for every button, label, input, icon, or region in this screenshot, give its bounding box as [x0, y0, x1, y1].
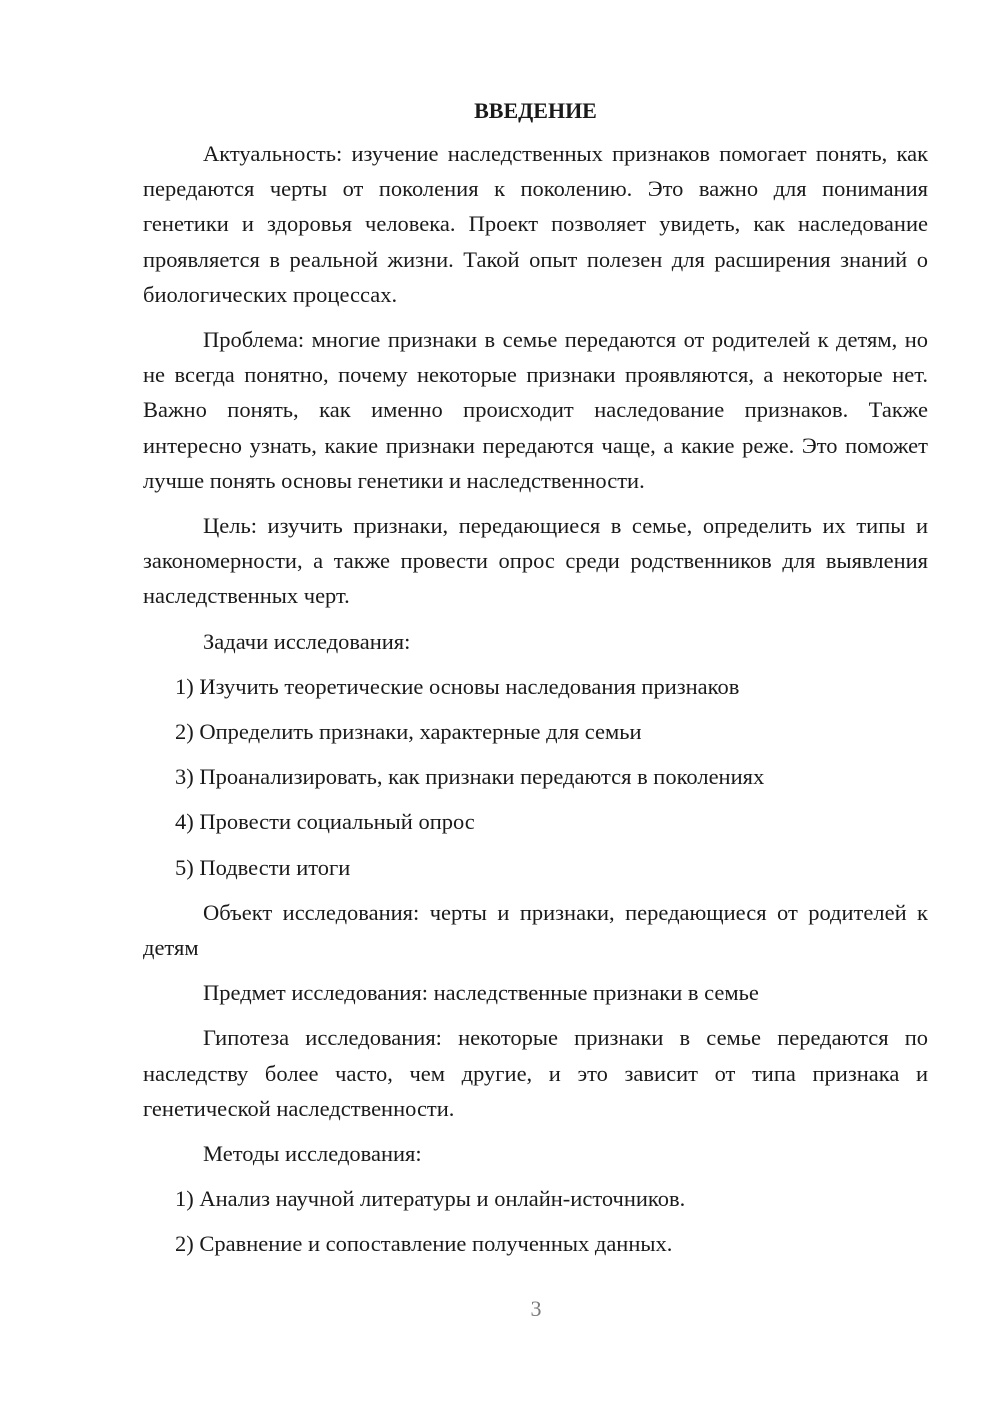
goal-paragraph: Цель: изучить признаки, передающиеся в семье, определить их типы и закономерности, а также провести опрос среди родственников для выявления наследственных черт.: [143, 513, 928, 609]
task-item-2: 2) Определить признаки, характерные для семьи: [175, 719, 642, 745]
document-body: [143, 96, 928, 1272]
object-paragraph: Объект исследования: черты и признаки, передающиеся от родителей к детям: [143, 899, 928, 961]
tasks-heading: Задачи исследования:: [203, 628, 411, 654]
problem-paragraph: Проблема: многие признаки в семье передаются от родителей к детям, но не всегда понятно, почему некоторые признаки проявляются, а некоторые нет. Важно понять, как именно происходит наследование признаков. Также интересно узнать, какие признаки передаются чаще, а какие реже. Это поможет лучше понять основы генетики и наследственности.: [143, 327, 928, 493]
task-item-1: 1) Изучить теоретические основы наследования признаков: [175, 673, 740, 699]
hypothesis-paragraph: Гипотеза исследования: некоторые признаки в семье передаются по наследству более часто, чем другие, и это зависит от типа признака и генетической наследственности.: [143, 1025, 928, 1121]
task-item-5: 5) Подвести итоги: [175, 854, 351, 880]
method-item-1: 1) Анализ научной литературы и онлайн-источников.: [175, 1186, 686, 1212]
methods-heading: Методы исследования:: [203, 1141, 422, 1167]
relevance-paragraph: Актуальность: изучение наследственных признаков помогает понять, как передаются черты от поколения к поколению. Это важно для понимания генетики и здоровья человека. Проект позволяет увидеть, как наследование проявляется в реальной жизни. Такой опыт полезен для расширения знаний о биологических процессах.: [143, 141, 928, 307]
section-title: ВВЕДЕНИЕ: [474, 98, 597, 123]
task-item-3: 3) Проанализировать, как признаки передаются в поколениях: [175, 764, 765, 790]
method-item-2: 2) Сравнение и сопоставление полученных данных.: [175, 1231, 673, 1257]
page-number: 3: [530, 1296, 542, 1321]
subject-paragraph: Предмет исследования: наследственные признаки в семье: [203, 980, 759, 1006]
task-item-4: 4) Провести социальный опрос: [175, 809, 475, 835]
